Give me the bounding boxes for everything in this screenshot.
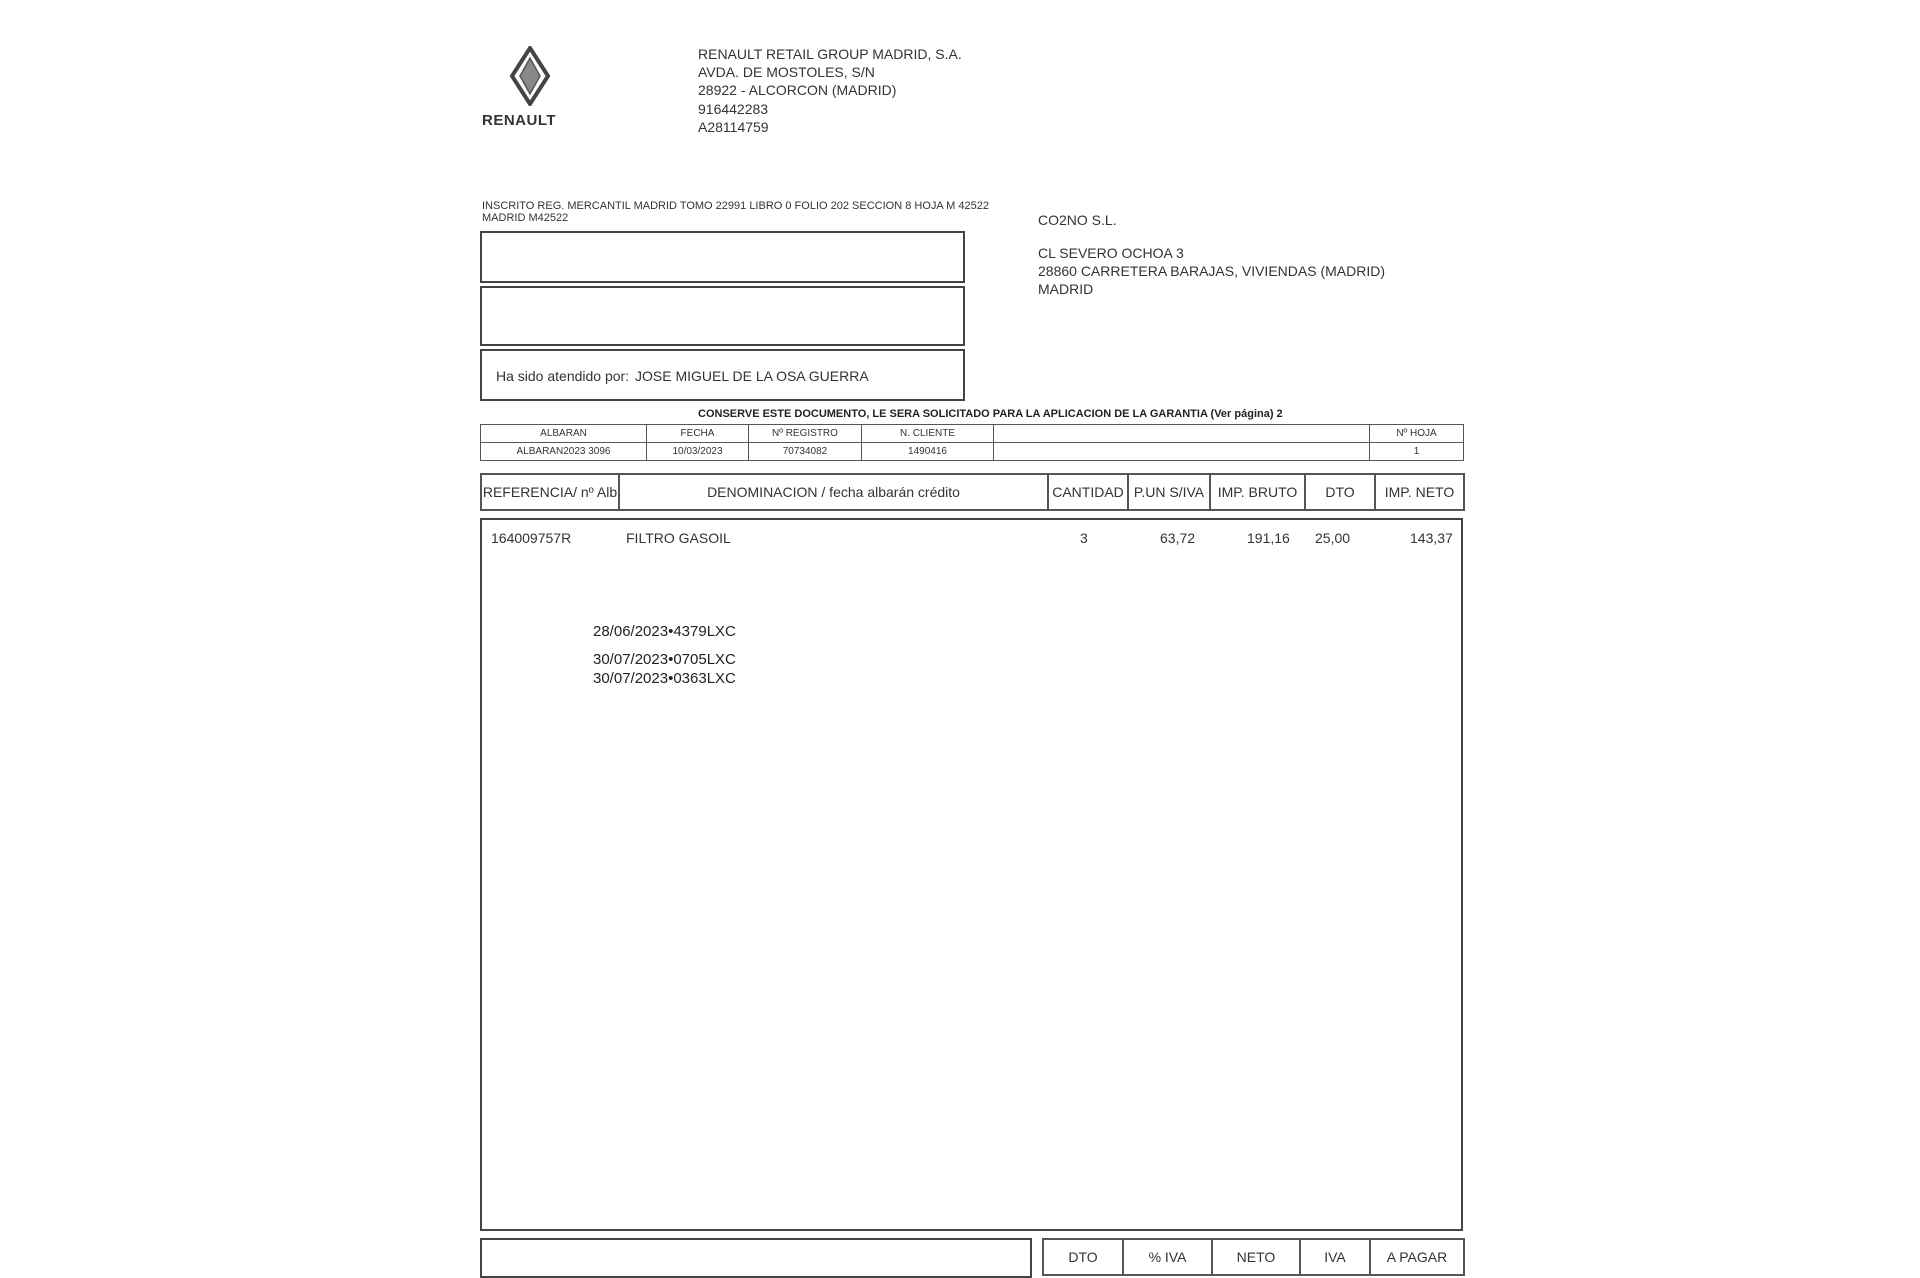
footer-left-box: [480, 1238, 1032, 1278]
totals-iva-percent-header: % IVA: [1123, 1239, 1212, 1275]
totals-neto-header: NETO: [1212, 1239, 1300, 1275]
client-street: CL SEVERO OCHOA 3: [1038, 245, 1184, 261]
empty-box-1: [480, 231, 965, 283]
totals-apagar-header: A PAGAR: [1370, 1239, 1464, 1275]
item-unit-price: 63,72: [1160, 530, 1196, 546]
logo-text: RENAULT: [482, 112, 557, 129]
item-description: FILTRO GASOIL: [626, 530, 731, 546]
blank-value: [994, 443, 1370, 461]
totals-iva-header: IVA: [1300, 1239, 1370, 1275]
description-header: DENOMINACION / fecha albarán crédito: [619, 474, 1048, 510]
items-header-table: [480, 473, 1465, 511]
qty-header: CANTIDAD: [1048, 474, 1128, 510]
totals-header-row: [1043, 1239, 1464, 1275]
fecha-value: 10/03/2023: [647, 443, 749, 461]
renault-logo: [482, 46, 578, 132]
blank-header: [994, 425, 1370, 443]
company-phone: 916442283: [698, 101, 769, 117]
table-row: [482, 530, 1461, 550]
company-name: RENAULT RETAIL GROUP MADRID, S.A.: [698, 46, 962, 62]
discount-header: DTO: [1305, 474, 1375, 510]
net-header: IMP. NETO: [1375, 474, 1464, 510]
handwritten-note-2: 30/07/2023•0705LXC: [593, 651, 736, 668]
attended-by-label: Ha sido atendido por:: [496, 368, 630, 384]
empty-box-2: [480, 286, 965, 346]
totals-dto-header: DTO: [1043, 1239, 1123, 1275]
hoja-value: 1: [1370, 443, 1464, 461]
item-discount: 25,00: [1315, 530, 1351, 546]
albaran-header: ALBARAN: [481, 425, 647, 443]
handwritten-note-1: 28/06/2023•4379LXC: [593, 623, 736, 640]
warranty-notice: CONSERVE ESTE DOCUMENTO, LE SERA SOLICITADO PARA LA APLICACION DE LA GARANTIA (Ver página) 2: [698, 408, 1283, 420]
totals-header-table: [1042, 1238, 1465, 1276]
item-gross: 191,16: [1247, 530, 1290, 546]
doc-info-header-row: [481, 425, 1464, 443]
items-header-row: [481, 474, 1464, 510]
client-city-line: 28860 CARRETERA BARAJAS, VIVIENDAS (MADRID): [1038, 263, 1385, 279]
gross-header: IMP. BRUTO: [1210, 474, 1305, 510]
company-tax-id: A28114759: [698, 119, 769, 135]
fecha-header: FECHA: [647, 425, 749, 443]
attended-by-name: JOSE MIGUEL DE LA OSA GUERRA: [635, 368, 869, 384]
unit-price-header: P.UN S/IVA: [1128, 474, 1210, 510]
items-body: [480, 518, 1463, 1231]
client-province: MADRID: [1038, 281, 1094, 297]
doc-info-value-row: [481, 443, 1464, 461]
client-name: CO2NO S.L.: [1038, 212, 1117, 228]
registry-text: INSCRITO REG. MERCANTIL MADRID TOMO 22991 LIBRO 0 FOLIO 202 SECCION 8 HOJA M 42522 MADRID M42522: [482, 200, 989, 224]
item-net: 143,37: [1410, 530, 1453, 546]
company-city: 28922 - ALCORCON (MADRID): [698, 82, 897, 98]
cliente-value: 1490416: [862, 443, 994, 461]
handwritten-note-3: 30/07/2023•0363LXC: [593, 670, 736, 687]
albaran-value: ALBARAN2023 3096: [481, 443, 647, 461]
attended-by-box: [480, 349, 965, 401]
hoja-header: Nº HOJA: [1370, 425, 1464, 443]
cliente-header: N. CLIENTE: [862, 425, 994, 443]
item-ref: 164009757R: [491, 530, 572, 546]
item-qty: 3: [1080, 530, 1088, 546]
registro-header: Nº REGISTRO: [749, 425, 862, 443]
ref-header: REFERENCIA/ nº Alb: [481, 474, 619, 510]
registro-value: 70734082: [749, 443, 862, 461]
doc-info-table: [480, 424, 1464, 461]
renault-diamond-icon: [482, 46, 578, 106]
company-address: AVDA. DE MOSTOLES, S/N: [698, 64, 875, 80]
